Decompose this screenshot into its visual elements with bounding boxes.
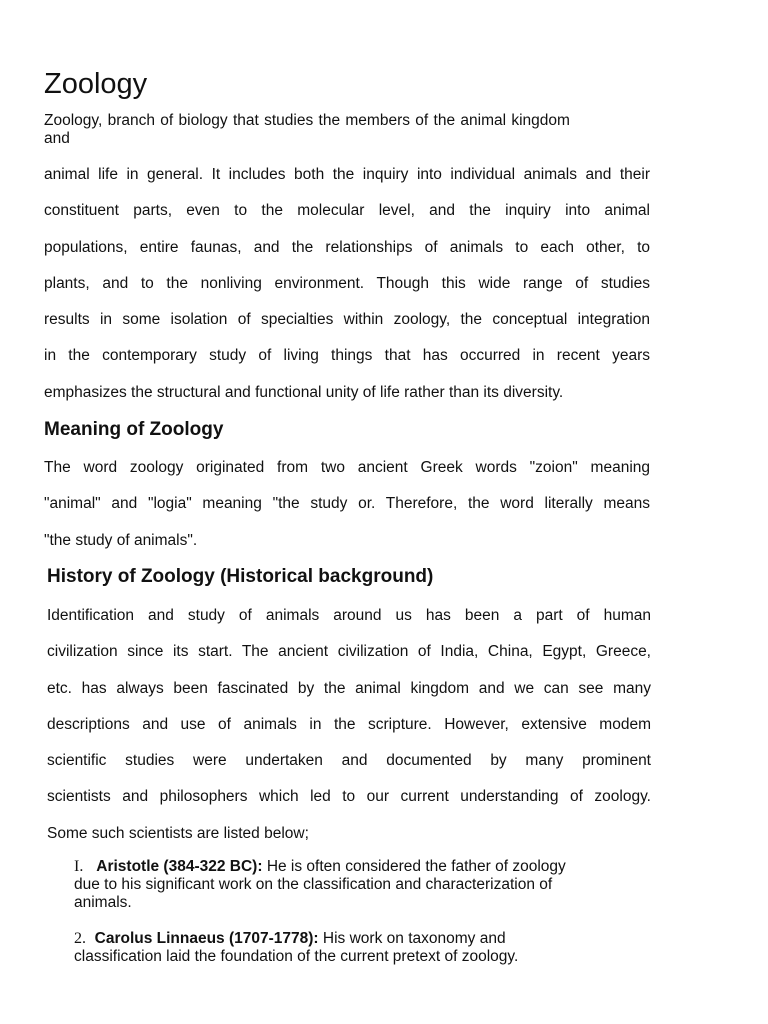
history-line: scientists and philosophers which led to our current understanding of zoology. bbox=[47, 788, 651, 806]
scientist-description: classification laid the foundation of the current pretext of zoology. bbox=[74, 948, 519, 965]
history-line: scientific studies were undertaken and documented by many prominent bbox=[47, 752, 651, 770]
scientist-name: Aristotle (384-322 BC): bbox=[96, 858, 263, 875]
intro-line: populations, entire faunas, and the relationships of animals to each other, to bbox=[44, 238, 650, 256]
intro-first-line-text: Zoology, branch of biology that studies the members of the animal kingdom bbox=[44, 112, 570, 129]
intro-paragraph bbox=[44, 157, 650, 411]
scientist-description: He is often considered the father of zoology bbox=[266, 858, 566, 875]
scientist-description: due to his significant work on the classification and characterization of bbox=[74, 876, 553, 893]
intro-line: animal life in general. It includes both the inquiry into individual animals and their bbox=[44, 166, 650, 183]
list-item bbox=[74, 858, 664, 912]
meaning-line: "the study of animals". bbox=[44, 531, 198, 549]
list-number: I. bbox=[74, 858, 84, 875]
meaning-paragraph bbox=[44, 450, 650, 559]
history-line: civilization since its start. The ancient civilization of India, China, Egypt, Greece, bbox=[47, 643, 651, 661]
intro-line: in the contemporary study of living things that has occurred in recent years bbox=[44, 347, 650, 365]
history-line: Identification and study of animals around us has been a part of human bbox=[47, 607, 651, 624]
list-item bbox=[74, 930, 664, 966]
scientist-list-item-linnaeus bbox=[74, 930, 664, 966]
meaning-heading: Meaning of Zoology bbox=[44, 419, 224, 440]
scientist-list-item-aristotle bbox=[74, 858, 664, 912]
intro-line: constituent parts, even to the molecular level, and the inquiry into animal bbox=[44, 202, 650, 220]
history-line: descriptions and use of animals in the scripture. However, extensive modem bbox=[47, 715, 651, 733]
meaning-line: The word zoology originated from two ancient Greek words "zoion" meaning bbox=[44, 459, 650, 476]
intro-line: plants, and to the nonliving environment. Though this wide range of studies bbox=[44, 274, 650, 292]
scientist-name: Carolus Linnaeus (1707-1778): bbox=[94, 930, 319, 947]
intro-first-line-tail: and bbox=[44, 130, 70, 147]
page-title: Zoology bbox=[44, 68, 148, 100]
meaning-line: "animal" and "logia" meaning "the study or. Therefore, the word literally means bbox=[44, 495, 650, 513]
scientist-description: animals. bbox=[74, 894, 132, 911]
history-heading: History of Zoology (Historical background) bbox=[47, 566, 434, 587]
history-line: Some such scientists are listed below; bbox=[47, 824, 309, 842]
history-paragraph bbox=[47, 598, 651, 852]
intro-line: emphasizes the structural and functional unity of life rather than its diversity. bbox=[44, 383, 564, 401]
intro-first-line bbox=[44, 112, 656, 148]
intro-line: results in some isolation of specialties within zoology, the conceptual integration bbox=[44, 311, 650, 329]
history-line: etc. has always been fascinated by the animal kingdom and we can see many bbox=[47, 679, 651, 697]
scientist-description: His work on taxonomy and bbox=[322, 930, 506, 947]
list-number: 2. bbox=[74, 930, 86, 947]
